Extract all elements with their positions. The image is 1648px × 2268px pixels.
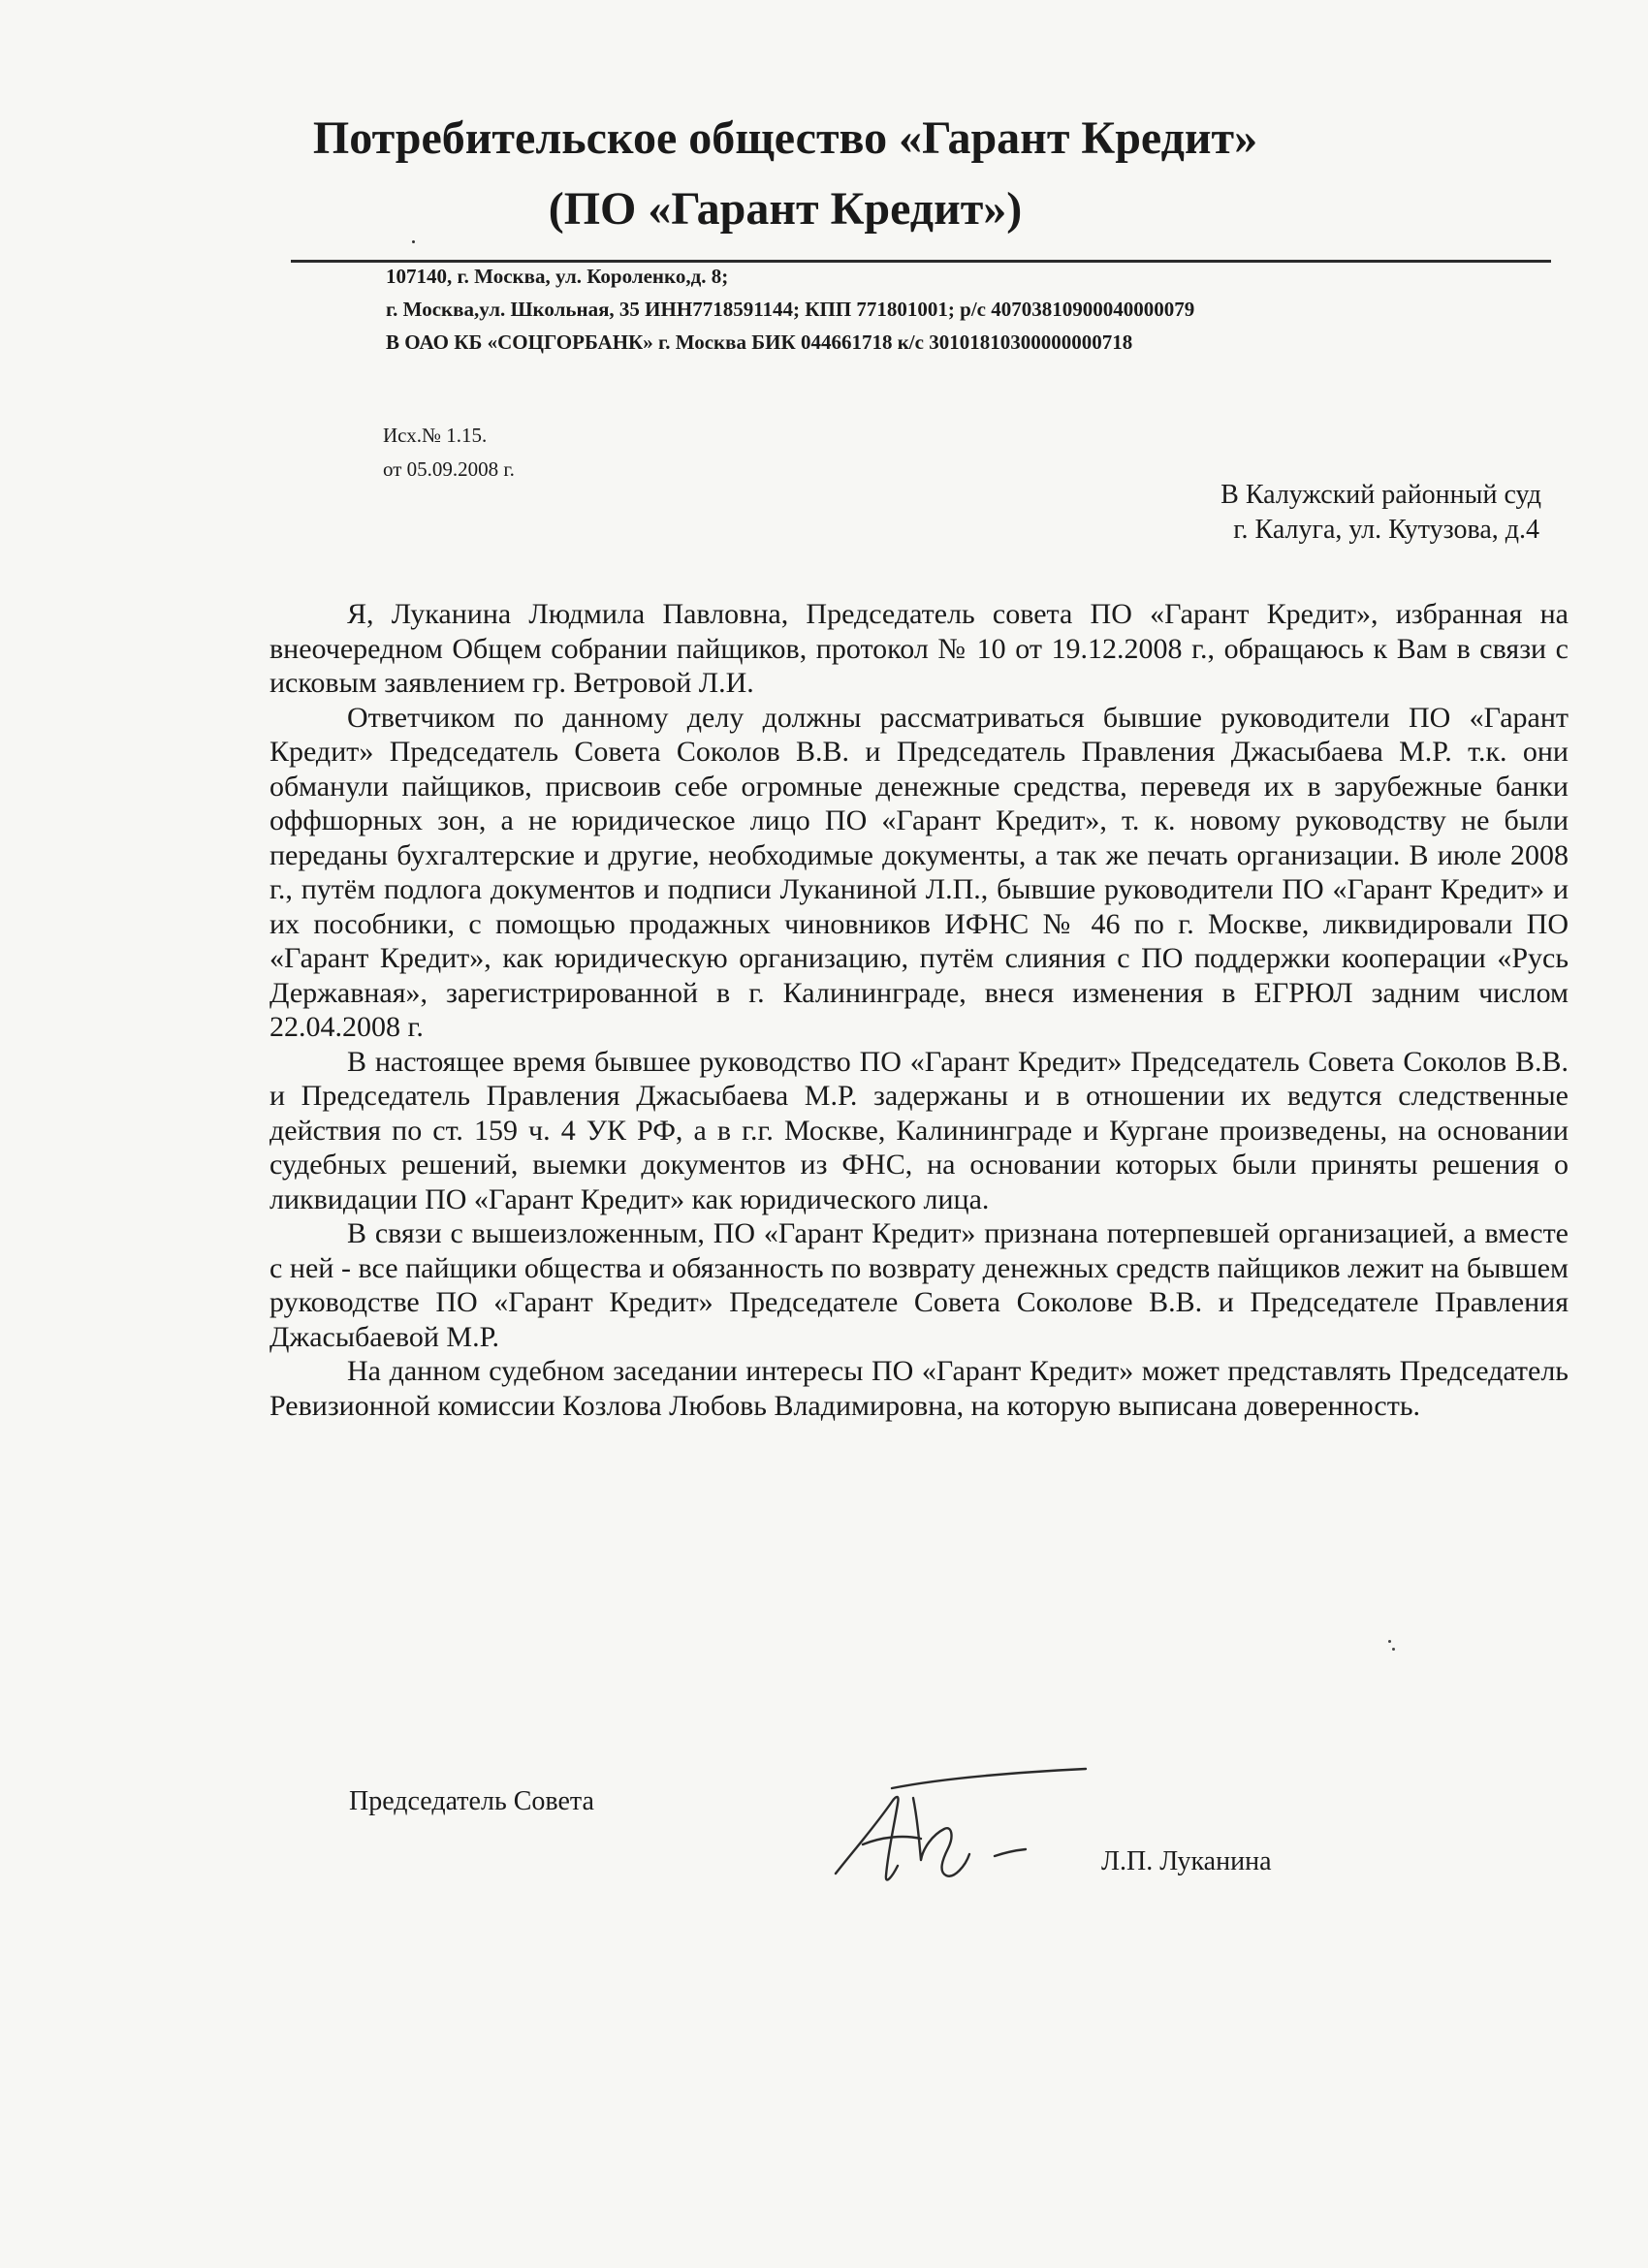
body-paragraph: Я, Луканина Людмила Павловна, Председатель совета ПО «Гарант Кредит», избранная на внеочередном Общем собрании пайщиков, протокол № 10 от 19.12.2008 г., обращаюсь к Вам в связи с исковым заявлением гр. Ветровой Л.И. <box>269 598 1569 699</box>
organization-title: Потребительское общество «Гарант Кредит» <box>312 112 1258 164</box>
scan-speck <box>1392 1648 1395 1651</box>
addressee-court: В Калужский районный суд <box>1220 480 1541 510</box>
letter-body <box>269 597 1569 1423</box>
scan-speck <box>412 240 415 243</box>
signatory-position: Председатель Совета <box>349 1786 594 1816</box>
body-paragraph: Ответчиком по данному делу должны рассматриваться бывшие руководители ПО «Гарант Кредит» Председатель Совета Соколов В.В. и Председатель Правления Джасыбаева М.Р. т.к. они обманули пайщиков, присвоив себе огромные денежные средства, переведя их в зарубежные банки оффшорных зон, а не юридическое лицо ПО «Гарант Кредит», т. к. новому руководству не были переданы бухгалтерские и другие, необходимые документы, а так же печать организации. В июле 2008 г., путём подлога документов и подписи Луканиной Л.П., бывшие руководители ПО «Гарант Кредит» и их пособники, с помощью продажных чиновников ИФНС № 46 по г. Москве, ликвидировали ПО «Гарант Кредит», как юридическую организацию, путём слияния с ПО поддержки кооперации «Русь Державная», зарегистрированной в г. Калининграде, внеся изменения в ЕГРЮЛ задним числом 22.04.2008 г. <box>269 701 1569 1043</box>
addressee-address: г. Калуга, ул. Кутузова, д.4 <box>1233 515 1539 545</box>
requisites-bank: В ОАО КБ «СОЦГОРБАНК» г. Москва БИК 044661718 к/с 30101810300000000718 <box>386 331 1133 354</box>
handwritten-signature <box>824 1759 1095 1905</box>
body-paragraph: В настоящее время бывшее руководство ПО «Гарант Кредит» Председатель Совета Соколов В.В. и Председатель Правления Джасыбаева М.Р. задержаны и в отношении их ведутся следственные действия по ст. 159 ч. 4 УК РФ, а в г.г. Москве, Калининграде и Кургане произведены, на основании судебных решений, выемки документов из ФНС, на основании которых были приняты решения о ликвидации ПО «Гарант Кредит» как юридического лица. <box>269 1045 1569 1215</box>
requisites-tax-ids: г. Москва,ул. Школьная, 35 ИНН7718591144; КПП 771801001; р/с 40703810900040000079 <box>386 298 1195 321</box>
outgoing-date: от 05.09.2008 г. <box>383 457 515 481</box>
header-rule <box>291 260 1551 263</box>
body-paragraph: В связи с вышеизложенным, ПО «Гарант Кредит» признана потерпевшей организацией, а вместе с ней - все пайщики общества и обязанность по возврату денежных средств пайщиков лежит на бывшем руководстве ПО «Гарант Кредит» Председателе Совета Соколове В.В. и Председателе Правления Джасыбаевой М.Р. <box>269 1217 1569 1353</box>
outgoing-number: Исх.№ 1.15. <box>383 424 488 447</box>
requisites-address: 107140, г. Москва, ул. Короленко,д. 8; <box>386 265 729 288</box>
organization-short-title: (ПО «Гарант Кредит») <box>548 183 1023 235</box>
signatory-name: Л.П. Луканина <box>1101 1846 1272 1876</box>
scan-speck <box>1388 1640 1391 1643</box>
body-paragraph: На данном судебном заседании интересы ПО «Гарант Кредит» может представлять Председатель Ревизионной комиссии Козлова Любовь Владимировна, на которую выписана доверенность. <box>269 1355 1569 1422</box>
